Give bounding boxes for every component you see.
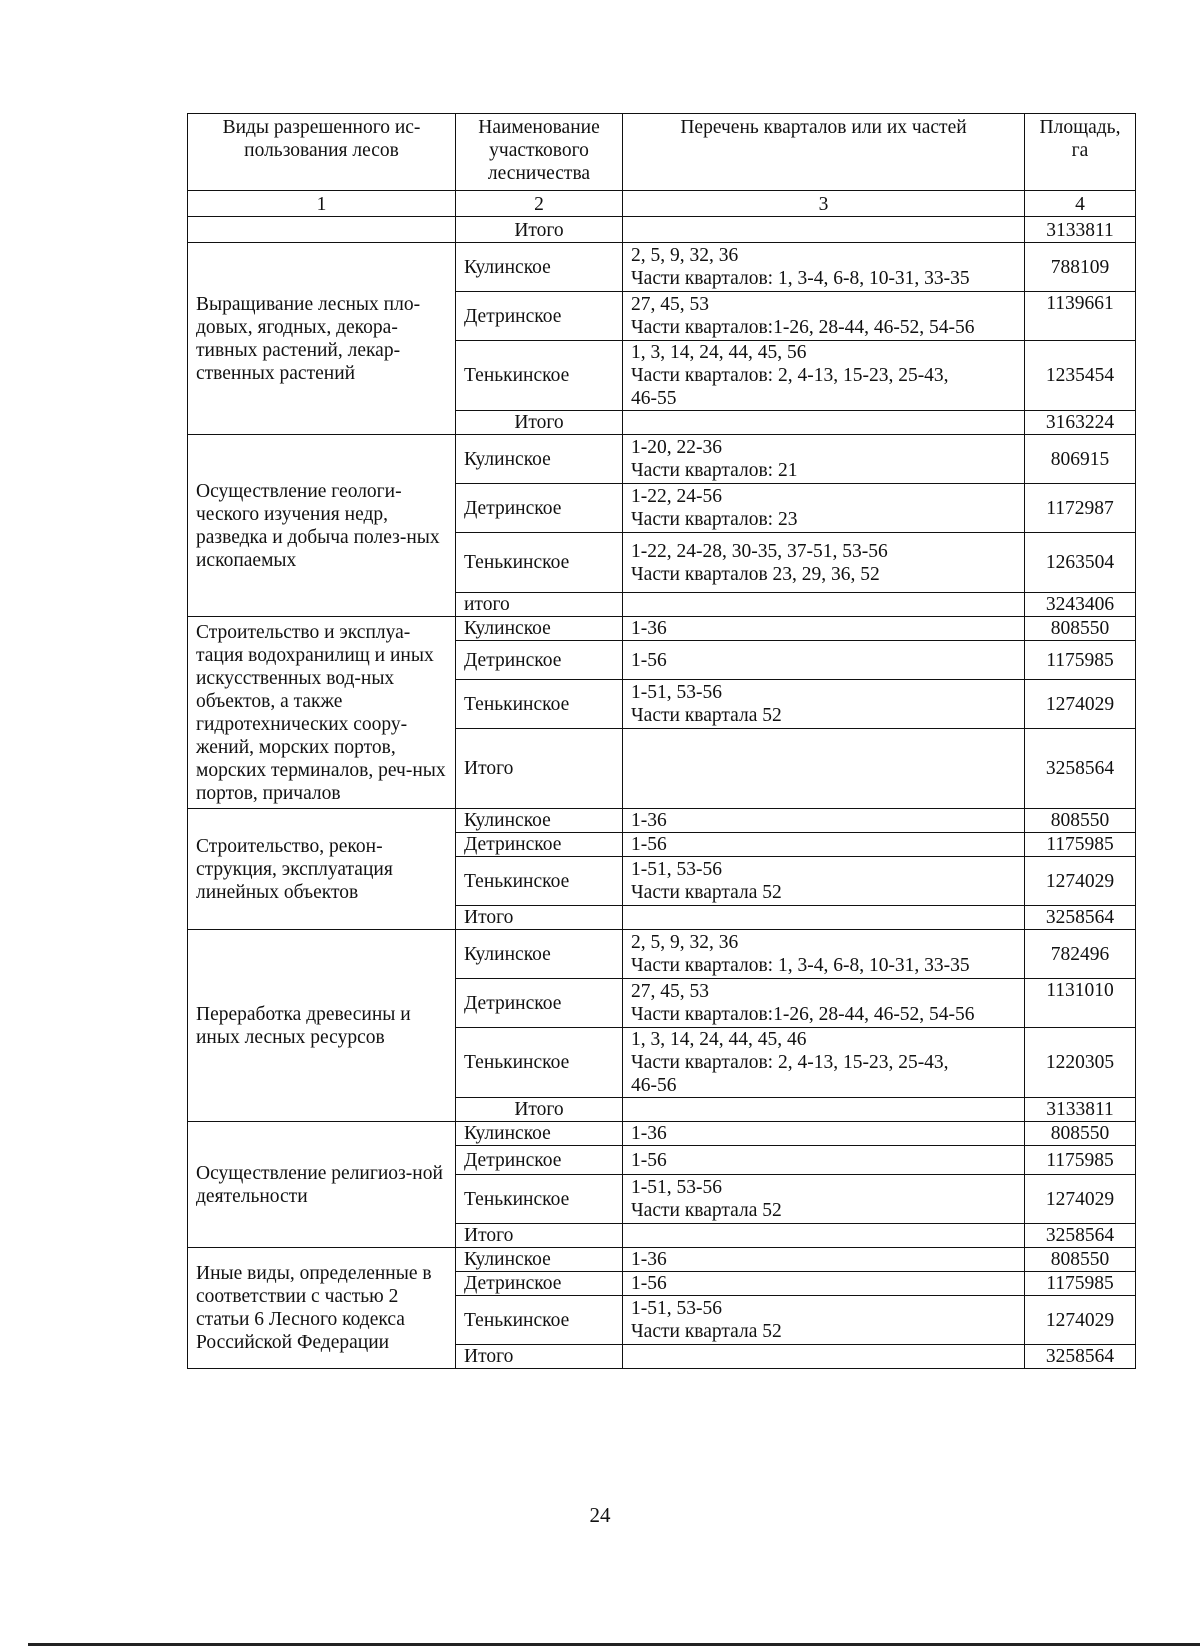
area-value: 808550 <box>1025 809 1136 833</box>
grand-total-row <box>188 217 1136 243</box>
quarters-cell <box>623 1175 1025 1224</box>
quarters-line: 46-55 <box>631 388 677 409</box>
quarters-cell <box>623 641 1025 680</box>
table-row <box>188 809 1136 833</box>
empty-cell <box>623 729 1025 809</box>
forestry-name: Детринское <box>456 292 623 341</box>
forestry-name: Кулинское <box>456 1248 623 1272</box>
quarters-line: 1-51, 53-56 <box>631 1177 722 1198</box>
area-value: 1172987 <box>1025 484 1136 533</box>
forest-use-table <box>187 113 1136 1369</box>
quarters-cell <box>623 1248 1025 1272</box>
quarters-line: Части кварталов:1-26, 28-44, 46-52, 54-56 <box>631 317 975 338</box>
quarters-line: 1-56 <box>631 649 667 671</box>
area-value: 808550 <box>1025 1248 1136 1272</box>
forestry-name: Тенькинское <box>456 1175 623 1224</box>
quarters-cell <box>623 484 1025 533</box>
quarters-line: Части кварталов: 2, 4-13, 15-23, 25-43, <box>631 1052 949 1073</box>
forestry-name: Детринское <box>456 833 623 857</box>
quarters-line: 1-56 <box>631 1273 667 1294</box>
empty-cell <box>623 1098 1025 1122</box>
quarters-line: Части кварталов:1-26, 28-44, 46-52, 54-56 <box>631 1004 975 1025</box>
group-total-label: Итого <box>456 906 623 930</box>
table-row <box>188 243 1136 292</box>
total-label: Итого <box>456 217 623 243</box>
quarters-cell <box>623 1296 1025 1345</box>
group-total-area: 3163224 <box>1025 411 1136 435</box>
quarters-cell <box>623 243 1025 292</box>
group-total-area: 3258564 <box>1025 906 1136 930</box>
quarters-cell <box>623 292 1025 341</box>
forestry-name: Тенькинское <box>456 533 623 593</box>
use-type-cell: Осуществление геологи-ческого изучения недр, разведка и добыча полез-ных ископаемых <box>188 435 456 617</box>
bottom-rule <box>28 1643 1200 1646</box>
empty-cell <box>623 1345 1025 1369</box>
forestry-name: Тенькинское <box>456 341 623 411</box>
table-row <box>188 930 1136 979</box>
column-number: 3 <box>623 191 1025 217</box>
header-col-area: Площадь, га <box>1025 114 1136 191</box>
forestry-name: Кулинское <box>456 809 623 833</box>
forestry-name: Тенькинское <box>456 857 623 906</box>
group-total-label: Итого <box>456 1345 623 1369</box>
group-total-label: Итого <box>456 1224 623 1248</box>
area-value: 1175985 <box>1025 641 1136 680</box>
header-col-forestry: Наименование участкового лесничества <box>456 114 623 191</box>
empty-cell <box>623 1224 1025 1248</box>
quarters-cell <box>623 979 1025 1028</box>
table-row <box>188 617 1136 641</box>
quarters-line: 1-36 <box>631 1123 667 1144</box>
forestry-name: Тенькинское <box>456 1028 623 1098</box>
forestry-name: Кулинское <box>456 930 623 979</box>
group-total-label: Итого <box>456 411 623 435</box>
group-total-area: 3258564 <box>1025 1224 1136 1248</box>
quarters-line: 1-22, 24-28, 30-35, 37-51, 53-56 <box>631 540 888 562</box>
area-value: 1175985 <box>1025 1146 1136 1175</box>
group-total-label: итого <box>456 593 623 617</box>
forestry-name: Кулинское <box>456 617 623 641</box>
area-value: 806915 <box>1025 435 1136 484</box>
column-number: 2 <box>456 191 623 217</box>
quarters-cell <box>623 857 1025 906</box>
area-value: 782496 <box>1025 930 1136 979</box>
group-total-area: 3133811 <box>1025 1098 1136 1122</box>
area-value: 1274029 <box>1025 680 1136 729</box>
quarters-line: Части квартала 52 <box>631 882 782 903</box>
forestry-name: Детринское <box>456 641 623 680</box>
quarters-line: 1-22, 24-56 <box>631 486 722 507</box>
column-number: 1 <box>188 191 456 217</box>
quarters-cell <box>623 341 1025 411</box>
total-area: 3133811 <box>1025 217 1136 243</box>
quarters-line: Части кварталов: 2, 4-13, 15-23, 25-43, <box>631 365 949 386</box>
area-value: 1220305 <box>1025 1028 1136 1098</box>
header-col-use-type: Виды разрешенного ис-пользования лесов <box>188 114 456 191</box>
quarters-line: Части кварталов: 1, 3-4, 6-8, 10-31, 33-35 <box>631 955 970 976</box>
area-value: 1274029 <box>1025 857 1136 906</box>
table-row <box>188 1122 1136 1146</box>
area-value: 808550 <box>1025 617 1136 641</box>
quarters-line: Части квартала 52 <box>631 1200 782 1221</box>
empty-cell <box>623 411 1025 435</box>
area-value: 1274029 <box>1025 1296 1136 1345</box>
forestry-name: Кулинское <box>456 243 623 292</box>
quarters-line: 1-51, 53-56 <box>631 1298 722 1319</box>
quarters-line: 1-36 <box>631 810 667 831</box>
use-type-cell: Строительство и эксплуа-тация водохранилищ и иных искусственных вод-ных объектов, а также гидротехнических соору-жений, морских портов, морских терминалов, реч-ных портов, причалов <box>188 617 456 809</box>
quarters-line: 27, 45, 53 <box>631 294 709 315</box>
use-type-cell: Осуществление религиоз-ной деятельности <box>188 1122 456 1248</box>
table-row <box>188 1248 1136 1272</box>
quarters-cell <box>623 533 1025 593</box>
group-total-area: 3243406 <box>1025 593 1136 617</box>
forestry-name: Детринское <box>456 1146 623 1175</box>
empty-cell <box>623 593 1025 617</box>
quarters-cell <box>623 1028 1025 1098</box>
group-total-label: Итого <box>456 1098 623 1122</box>
quarters-cell <box>623 680 1025 729</box>
quarters-line: Части кварталов 23, 29, 36, 52 <box>631 563 880 585</box>
area-value: 1139661 <box>1025 292 1136 341</box>
quarters-line: 46-56 <box>631 1075 677 1096</box>
quarters-line: Части квартала 52 <box>631 705 782 726</box>
quarters-line: 1-36 <box>631 618 667 639</box>
quarters-line: 1-51, 53-56 <box>631 682 722 703</box>
header-col-quarters: Перечень кварталов или их частей <box>623 114 1025 191</box>
page-number: 24 <box>589 1503 611 1527</box>
header-row <box>188 114 1136 191</box>
quarters-line: Части кварталов: 23 <box>631 509 798 530</box>
quarters-line: 1, 3, 14, 24, 44, 45, 56 <box>631 342 807 363</box>
area-value: 1263504 <box>1025 533 1136 593</box>
quarters-line: Части кварталов: 1, 3-4, 6-8, 10-31, 33-35 <box>631 268 970 289</box>
quarters-line: Части кварталов: 21 <box>631 460 798 481</box>
empty-cell <box>623 217 1025 243</box>
area-value: 1175985 <box>1025 1272 1136 1296</box>
area-value: 1274029 <box>1025 1175 1136 1224</box>
quarters-line: 2, 5, 9, 32, 36 <box>631 245 739 266</box>
quarters-line: 1-56 <box>631 1149 667 1171</box>
use-type-cell: Выращивание лесных пло-довых, ягодных, декора-тивных растений, лекар-ственных растений <box>188 243 456 435</box>
quarters-line: 1-51, 53-56 <box>631 859 722 880</box>
forestry-name: Кулинское <box>456 1122 623 1146</box>
use-type-cell: Строительство, рекон-струкция, эксплуатация линейных объектов <box>188 809 456 930</box>
area-value: 1131010 <box>1025 979 1136 1028</box>
area-value: 788109 <box>1025 243 1136 292</box>
quarters-cell <box>623 1122 1025 1146</box>
quarters-cell <box>623 435 1025 484</box>
quarters-cell <box>623 1272 1025 1296</box>
empty-cell <box>623 906 1025 930</box>
forestry-name: Кулинское <box>456 435 623 484</box>
area-value: 1235454 <box>1025 341 1136 411</box>
empty-cell <box>188 217 456 243</box>
quarters-line: 27, 45, 53 <box>631 981 709 1002</box>
quarters-line: Части квартала 52 <box>631 1321 782 1342</box>
table-row <box>188 435 1136 484</box>
quarters-cell <box>623 809 1025 833</box>
quarters-cell <box>623 1146 1025 1175</box>
forestry-name: Детринское <box>456 1272 623 1296</box>
quarters-cell <box>623 617 1025 641</box>
quarters-line: 1-20, 22-36 <box>631 437 722 458</box>
table-body <box>188 243 1136 1369</box>
group-total-area: 3258564 <box>1025 729 1136 809</box>
quarters-line: 1-56 <box>631 834 667 855</box>
area-value: 1175985 <box>1025 833 1136 857</box>
group-total-area: 3258564 <box>1025 1345 1136 1369</box>
column-number: 4 <box>1025 191 1136 217</box>
use-type-cell: Иные виды, определенные в соответствии с частью 2 статьи 6 Лесного кодекса Российской Федерации <box>188 1248 456 1369</box>
use-type-cell: Переработка древесины и иных лесных ресурсов <box>188 930 456 1122</box>
area-value: 808550 <box>1025 1122 1136 1146</box>
forestry-name: Детринское <box>456 484 623 533</box>
group-total-label: Итого <box>456 729 623 809</box>
forestry-name: Детринское <box>456 979 623 1028</box>
forestry-name: Тенькинское <box>456 1296 623 1345</box>
quarters-cell <box>623 930 1025 979</box>
quarters-line: 1, 3, 14, 24, 44, 45, 46 <box>631 1029 807 1050</box>
column-number-row <box>188 191 1136 217</box>
quarters-line: 2, 5, 9, 32, 36 <box>631 932 739 953</box>
quarters-cell <box>623 833 1025 857</box>
forestry-name: Тенькинское <box>456 680 623 729</box>
quarters-line: 1-36 <box>631 1249 667 1270</box>
